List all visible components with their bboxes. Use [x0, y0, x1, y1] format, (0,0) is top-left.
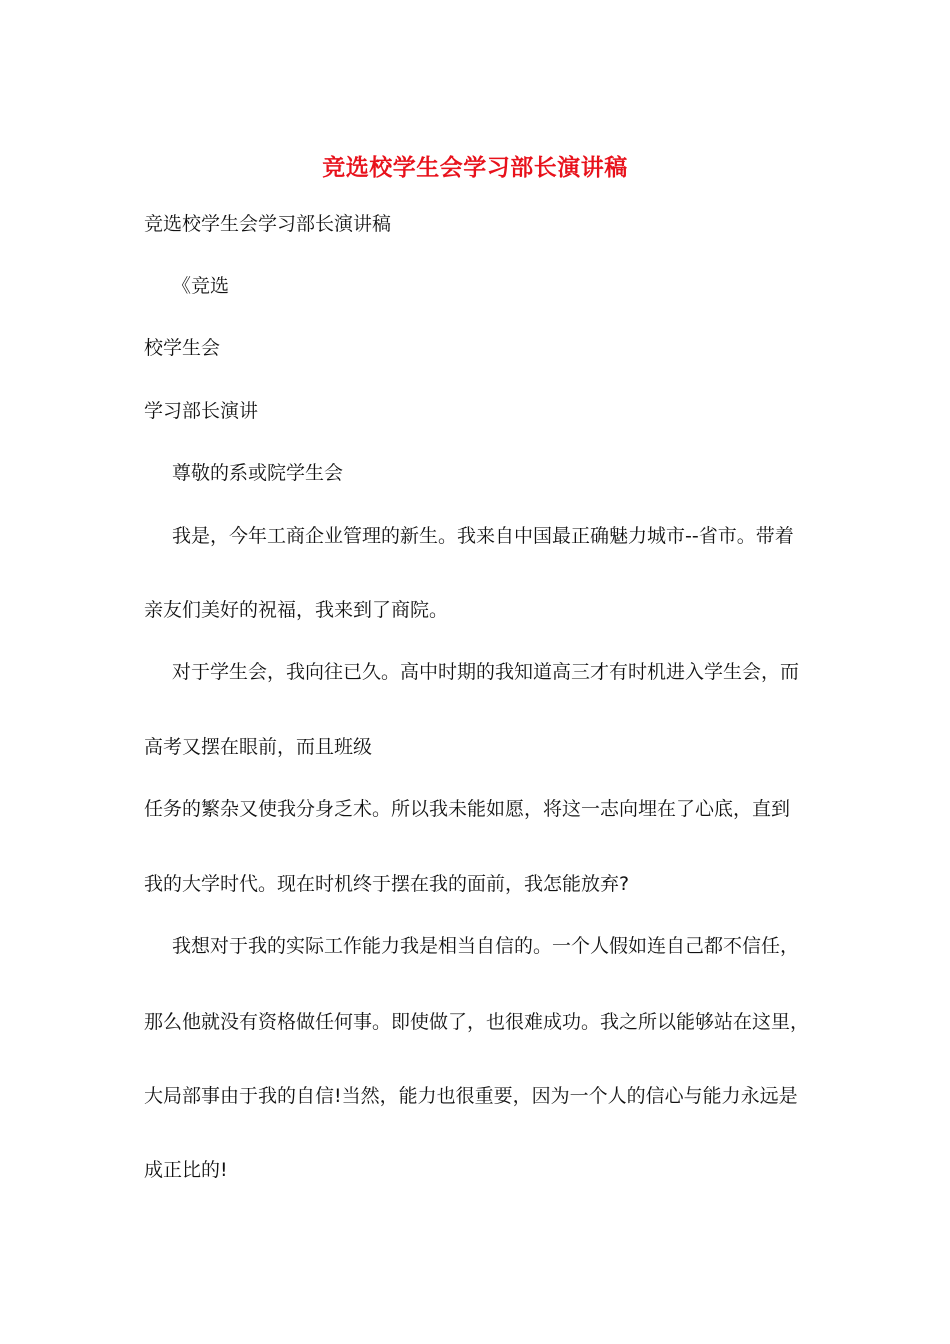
- paragraph-line: 那么他就没有资格做任何事。即使做了，也很难成功。我之所以能够站在这里，: [144, 1011, 810, 1033]
- paragraph-line: 学习部长演讲: [144, 400, 259, 422]
- paragraph-line: 我的大学时代。现在时机终于摆在我的面前，我怎能放弃?: [144, 873, 630, 895]
- paragraph-line: 竞选校学生会学习部长演讲稿: [144, 213, 392, 235]
- paragraph-line: 我想对于我的实际工作能力我是相当自信的。一个人假如连自己都不信任，: [172, 935, 800, 957]
- paragraph-line: 对于学生会，我向往已久。高中时期的我知道高三才有时机进入学生会，而: [172, 661, 800, 683]
- paragraph-line: 《竞选: [172, 275, 230, 297]
- paragraph-line: 亲友们美好的祝福，我来到了商院。: [144, 599, 449, 621]
- paragraph-line: 尊敬的系或院学生会: [172, 462, 344, 484]
- paragraph-line: 校学生会: [144, 337, 221, 359]
- paragraph-line: 大局部事由于我的自信!当然，能力也很重要，因为一个人的信心与能力永远是: [144, 1085, 798, 1107]
- paragraph-line: 我是，今年工商企业管理的新生。我来自中国最正确魅力城市--省市。带着: [172, 525, 794, 547]
- paragraph-line: 高考又摆在眼前，而且班级: [144, 736, 373, 758]
- paragraph-line: 任务的繁杂又使我分身乏术。所以我未能如愿，将这一志向埋在了心底，直到: [144, 798, 791, 820]
- paragraph-line: 成正比的!: [144, 1159, 228, 1181]
- document-title: 竞选校学生会学习部长演讲稿: [322, 154, 628, 181]
